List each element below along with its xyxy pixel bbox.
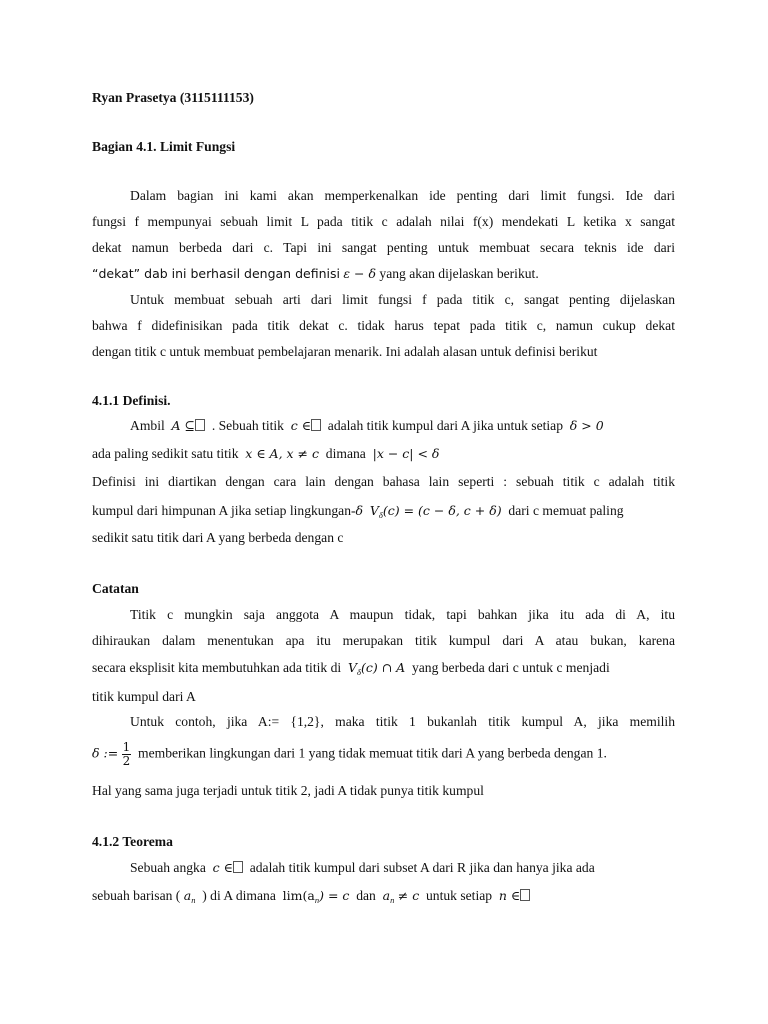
n-subscript: n [314,895,320,905]
def-text-contains: dari c memuat paling [508,503,624,518]
definition-line-1 [130,418,675,434]
catatan-line-7: Hal yang sama juga terjadi untuk titik 2, jadi A tidak punya titik kumpul [92,783,484,798]
catatan-line-4: titik kumpul dari A [92,689,196,704]
def-text-point: . Sebuah titik [211,418,284,433]
definition-line-5: sedikit satu titik dari A yang berbeda dengan c [92,530,344,545]
one-half-fraction [122,741,132,768]
v-subscript: δ [356,667,361,677]
intro-line-2: fungsi f mempunyai sebuah limit L pada titik c adalah nilai f(x) mendekati L ketika x sangat [92,214,675,229]
def-text-neighborhood: kumpul dari himpunan A jika setiap lingkungan- [92,503,356,518]
catatan-line-6 [92,741,675,768]
catatan-line-2: dihiraukan dalam menentukan apa itu merupakan titik kumpul dari A atau bukan, karena [92,633,675,648]
v-symbol: V [347,660,357,675]
section-title: Bagian 4.1. Limit Fungsi [92,139,236,154]
subset-math: A ⊆ [171,418,196,433]
intro-line-4-end: yang akan dijelaskan berikut. [379,266,539,281]
epsilon-delta-math: ε − δ [343,266,377,281]
fraction-numerator: 1 [122,740,131,754]
missing-glyph-icon [233,861,243,873]
fraction-denominator: 2 [122,754,131,768]
author-line: Ryan Prasetya (3115111153) [92,90,254,105]
delta-symbol: δ [355,503,364,518]
a-symbol: a [183,888,192,903]
theorem-text-where: ) di A dimana [202,888,276,903]
lim-math: lim(a [282,888,315,903]
def-text-atleast: ada paling sedikit satu titik [92,446,239,461]
delta-assign-math: δ := [92,745,119,761]
v-subscript: δ [378,510,383,520]
theorem-line-1 [130,860,675,876]
missing-glyph-icon [311,419,321,431]
theorem-line-2 [92,888,675,908]
definition-heading: 4.1.1 Definisi. [92,393,171,408]
theorem-text-cluster: adalah titik kumpul dari subset A dari R jika dan hanya jika ada [249,860,595,875]
lim-equals-math: ) = c [319,888,350,903]
intersection-math: (c) ∩ A [360,660,406,675]
intro-line-4 [92,266,675,282]
missing-glyph-icon [520,889,530,901]
catatan-line-5: Untuk contoh, jika A:= {1,2}, maka titik 1 bukanlah titik kumpul A, jika memilih [130,714,675,729]
theorem-text-sequence: sebuah barisan ( [92,888,181,903]
theorem-text-and: dan [356,888,376,903]
def-text-where: dimana [325,446,366,461]
catatan-line-3 [92,660,675,680]
n-subscript: n [390,895,395,905]
element-math: c ∈ [212,860,233,875]
abs-inequality-math: |x − c| < δ [372,446,440,461]
para2-line-1: Untuk membuat sebuah arti dari limit fungsi f pada titik c, sangat penting dijelaskan [130,292,675,307]
definition-line-4 [92,503,675,523]
n-subscript: n [191,895,196,905]
theorem-text-number: Sebuah angka [130,860,206,875]
catatan-line-1: Titik c mungkin saja anggota A maupun tidak, tapi bahkan jika itu ada di A, itu [130,607,675,622]
catatan-text-explicit: secara eksplisit kita membutuhkan ada titik di [92,660,342,675]
v-symbol: V [369,503,379,518]
theorem-text-every: untuk setiap [426,888,493,903]
catatan-text-gives: memberikan lingkungan dari 1 yang tidak memuat titik dari A yang berbeda dengan 1. [138,745,607,761]
intro-line-1: Dalam bagian ini kami akan memperkenalkan ide penting dari limit fungsi. Ide dari [130,188,675,203]
element-math: c ∈ [290,418,311,433]
not-equal-math: ≠ c [397,888,420,903]
catatan-text-different: yang berbeda dari c untuk c menjadi [411,660,610,675]
definition-line-2 [92,446,675,462]
definition-line-3: Definisi ini diartikan dengan cara lain dengan bahasa lain seperti : sebuah titik c adalah titik [92,474,675,489]
n-in-math: n ∈ [498,888,521,903]
delta-positive-math: δ > 0 [569,418,604,433]
def-text-cluster: adalah titik kumpul dari A jika untuk setiap [327,418,563,433]
neighborhood-math: (c) = (c − δ, c + δ) [382,503,502,518]
x-in-a-math: x ∈ A, x ≠ c [245,446,319,461]
intro-line-3: dekat namun berbeda dari c. Tapi ini sangat penting untuk membuat secara teknis ide dari [92,240,675,255]
catatan-heading: Catatan [92,581,139,596]
theorem-heading: 4.1.2 Teorema [92,834,173,849]
intro-line-4-text: “dekat” dab ini berhasil dengan definisi [92,266,340,281]
missing-glyph-icon [195,419,205,431]
def-text-ambil: Ambil [130,418,165,433]
a-symbol: a [382,888,391,903]
para2-line-2: bahwa f didefinisikan pada titik dekat c. tidak harus tepat pada titik c, namun cukup dekat [92,318,675,333]
para2-line-3: dengan titik c untuk membuat pembelajaran menarik. Ini adalah alasan untuk definisi berikut [92,344,598,359]
